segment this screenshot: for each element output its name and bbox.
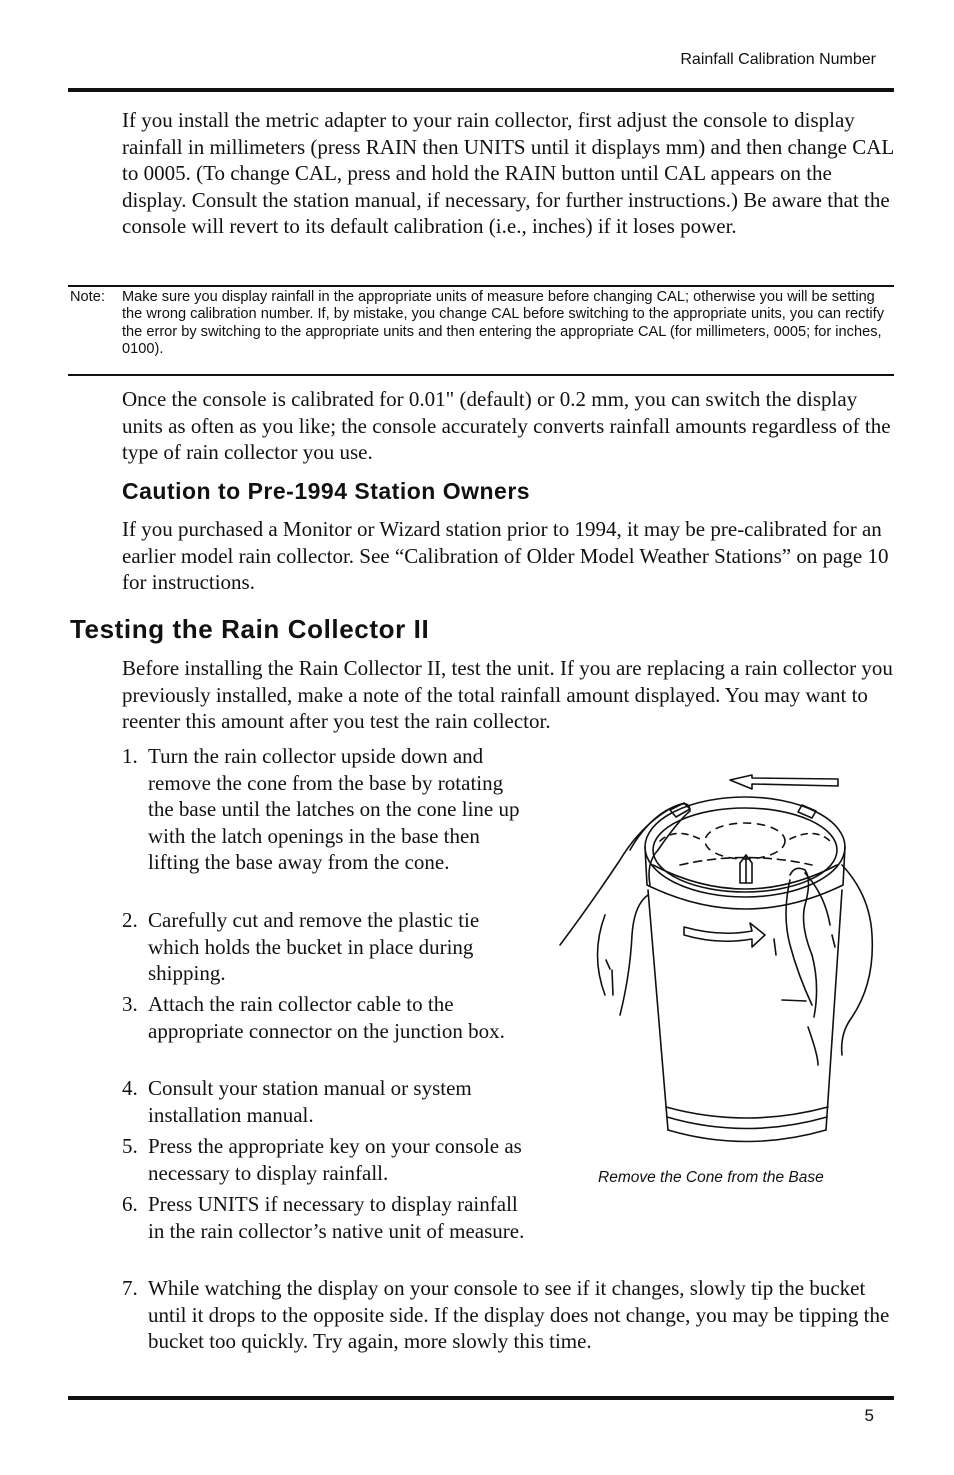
paragraph-metric-adapter: If you install the metric adapter to your rain collector, first adjust the console to display rainfall in millimeters (press RAIN then UNITS until it displays mm) and then change CAL to 0005. (To change CAL, press and hold the RAIN button until CAL appears on the display. Consult the station manual, if necessary, for further instructions.) Be aware that the console will revert to its default calibration (i.e., inches) if it loses power.	[122, 108, 894, 238]
step-number: 4.	[122, 1076, 138, 1100]
step-number: 7.	[122, 1276, 138, 1300]
figure-caption: Remove the Cone from the Base	[598, 1169, 824, 1186]
step-number: 5.	[122, 1134, 138, 1158]
footer-rule	[68, 1396, 894, 1400]
step-text: Press the appropriate key on your console as necessary to display rainfall.	[148, 1134, 522, 1185]
step-text: Carefully cut and remove the plastic tie which holds the bucket in place during shipping.	[148, 908, 480, 985]
heading-caution: Caution to Pre-1994 Station Owners	[122, 478, 531, 504]
note-bottom-rule	[68, 374, 894, 376]
step-text: Press UNITS if necessary to display rainfall in the rain collector’s native unit of measure.	[148, 1192, 525, 1243]
step-number: 2.	[122, 908, 138, 932]
step-number: 1.	[122, 744, 138, 768]
note-text: Make sure you display rainfall in the appropriate units of measure before changing CAL; otherwise you will be setting the wrong calibration number. If, by mistake, you change CAL before switching to the appropriate units, you can rectify the error by switching to the appropriate units and then entering the appropriate CAL (for millimeters, 0005; for inches, 0100).	[122, 289, 884, 357]
running-head: Rainfall Calibration Number	[680, 51, 876, 68]
step-text: Attach the rain collector cable to the appropriate connector on the junction box.	[148, 992, 505, 1043]
heading-testing: Testing the Rain Collector II	[70, 614, 430, 644]
step-number: 6.	[122, 1192, 138, 1216]
step-number: 3.	[122, 992, 138, 1016]
step-text: While watching the display on your console to see if it changes, slowly tip the bucket until it drops to the opposite side. If the display does not change, you may be tipping the bucket too quickly. Try again, more slowly this time.	[148, 1276, 890, 1353]
rain-collector-illustration	[550, 755, 880, 1160]
paragraph-calibrated: Once the console is calibrated for 0.01" (default) or 0.2 mm, you can switch the display units as often as you like; the console accurately converts rainfall amounts regardless of the type of rain collector you use.	[122, 387, 891, 464]
note-label: Note:	[70, 289, 105, 305]
paragraph-testing: Before installing the Rain Collector II, test the unit. If you are replacing a rain collector you previously installed, make a note of the total rainfall amount displayed. You may want to reenter this amount after you test the rain collector.	[122, 656, 893, 733]
header-rule	[68, 88, 894, 92]
step-text: Consult your station manual or system installation manual.	[148, 1076, 472, 1127]
step-text: Turn the rain collector upside down and remove the cone from the base by rotating the base until the latches on the cone line up with the latch openings in the base then lifting the base away from the cone.	[148, 744, 520, 874]
note-top-rule	[68, 285, 894, 287]
page-number: 5	[864, 1406, 874, 1425]
paragraph-caution: If you purchased a Monitor or Wizard station prior to 1994, it may be pre-calibrated for an earlier model rain collector. See “Calibration of Older Model Weather Stations” on page 10 for instructions.	[122, 517, 889, 594]
